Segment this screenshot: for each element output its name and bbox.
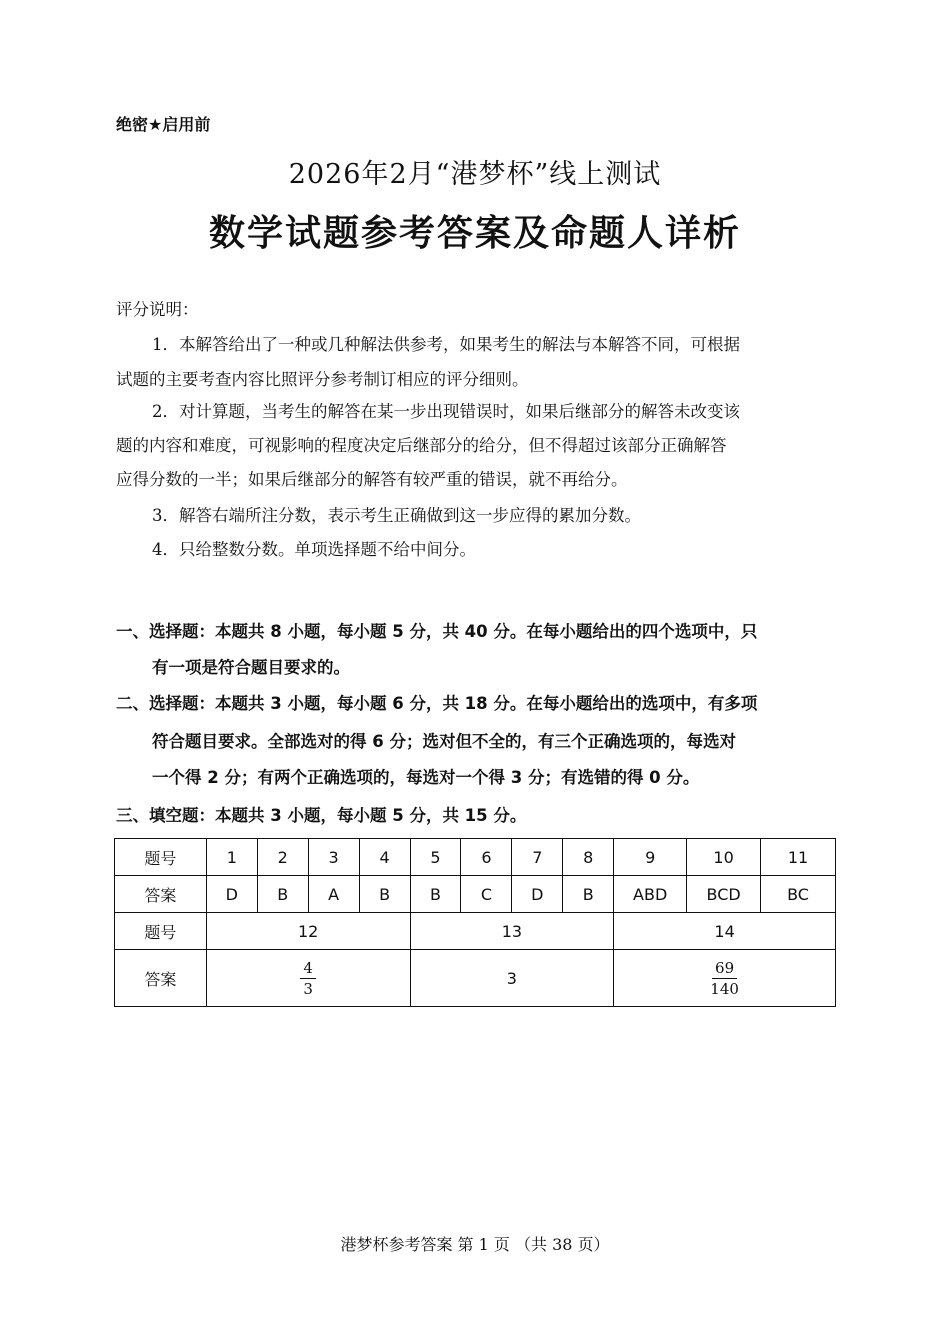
table-cell: 14 (614, 913, 836, 950)
table-cell: 12 (206, 913, 410, 950)
table-cell: 7 (512, 839, 563, 876)
table-cell (614, 950, 836, 1007)
header-cell: 题号 (115, 839, 207, 876)
table-cell: 13 (410, 913, 614, 950)
table-row (115, 876, 836, 913)
table-cell (206, 950, 410, 1007)
document-title: 数学试题参考答案及命题人详析 (208, 213, 741, 254)
scoring-line: 题的内容和难度，可视影响的程度决定后继部分的给分，但不得超过该部分正确解答 (116, 436, 727, 455)
scoring-line: 2．对计算题，当考生的解答在某一步出现错误时，如果后继部分的解答未改变该 (152, 402, 740, 421)
table-cell: 6 (461, 839, 512, 876)
table-cell: 5 (410, 839, 461, 876)
fraction (300, 958, 316, 999)
table-row (115, 913, 836, 950)
table-row (115, 839, 836, 876)
table-cell: B (410, 876, 461, 913)
table-cell: 1 (206, 839, 257, 876)
section-two-line: 二、选择题：本题共 3 小题，每小题 6 分，共 18 分。在每小题给出的选项中，有多项 (116, 694, 758, 713)
table-cell: 3 (410, 950, 614, 1007)
table-cell: A (308, 876, 359, 913)
table-cell: ABD (614, 876, 687, 913)
table-cell: B (257, 876, 308, 913)
table-cell: BC (761, 876, 836, 913)
header-cell: 答案 (115, 876, 207, 913)
page-footer: 港梦杯参考答案 第 1 页 （共 38 页） (340, 1235, 610, 1254)
header-cell: 答案 (115, 950, 207, 1007)
scoring-line: 1．本解答给出了一种或几种解法供参考，如果考生的解法与本解答不同，可根据 (152, 335, 740, 354)
table-cell: C (461, 876, 512, 913)
table-cell: D (512, 876, 563, 913)
header-cell: 题号 (115, 913, 207, 950)
scoring-line: 3．解答右端所注分数，表示考生正确做到这一步应得的累加分数。 (152, 506, 641, 525)
table-cell: 3 (308, 839, 359, 876)
section-two-line: 一个得 2 分；有两个正确选项的，每选对一个得 3 分；有选错的得 0 分。 (152, 768, 700, 787)
table-cell: 8 (563, 839, 614, 876)
table-cell: 11 (761, 839, 836, 876)
table-cell: 4 (359, 839, 410, 876)
fraction-denominator: 140 (710, 979, 739, 998)
fraction-denominator: 3 (303, 979, 313, 998)
section-one-line: 一、选择题：本题共 8 小题，每小题 5 分，共 40 分。在每小题给出的四个选项中，只 (116, 622, 758, 641)
scoring-heading: 评分说明： (116, 300, 199, 319)
table-cell: B (563, 876, 614, 913)
secret-label: 绝密★启用前 (116, 115, 211, 134)
table-cell: 9 (614, 839, 687, 876)
table-cell: 10 (687, 839, 761, 876)
scoring-line: 应得分数的一半；如果后继部分的解答有较严重的错误，就不再给分。 (116, 470, 628, 489)
table-cell: BCD (687, 876, 761, 913)
answer-table (114, 838, 836, 1007)
table-cell: B (359, 876, 410, 913)
table-cell: D (206, 876, 257, 913)
section-one-line: 有一项是符合题目要求的。 (152, 658, 350, 677)
fraction-numerator: 4 (300, 958, 316, 979)
scoring-line: 试题的主要考查内容比照评分参考制订相应的评分细则。 (116, 370, 529, 389)
fraction (710, 958, 739, 999)
section-two-line: 符合题目要求。全部选对的得 6 分；选对但不全的，有三个正确选项的，每选对 (152, 732, 736, 751)
table-cell: 2 (257, 839, 308, 876)
exam-title: 2026年2月“港梦杯”线上测试 (288, 159, 662, 190)
table-row (115, 950, 836, 1007)
section-three-line: 三、填空题：本题共 3 小题，每小题 5 分，共 15 分。 (116, 806, 527, 825)
scoring-line: 4．只给整数分数。单项选择题不给中间分。 (152, 540, 476, 559)
fraction-numerator: 69 (712, 958, 737, 979)
